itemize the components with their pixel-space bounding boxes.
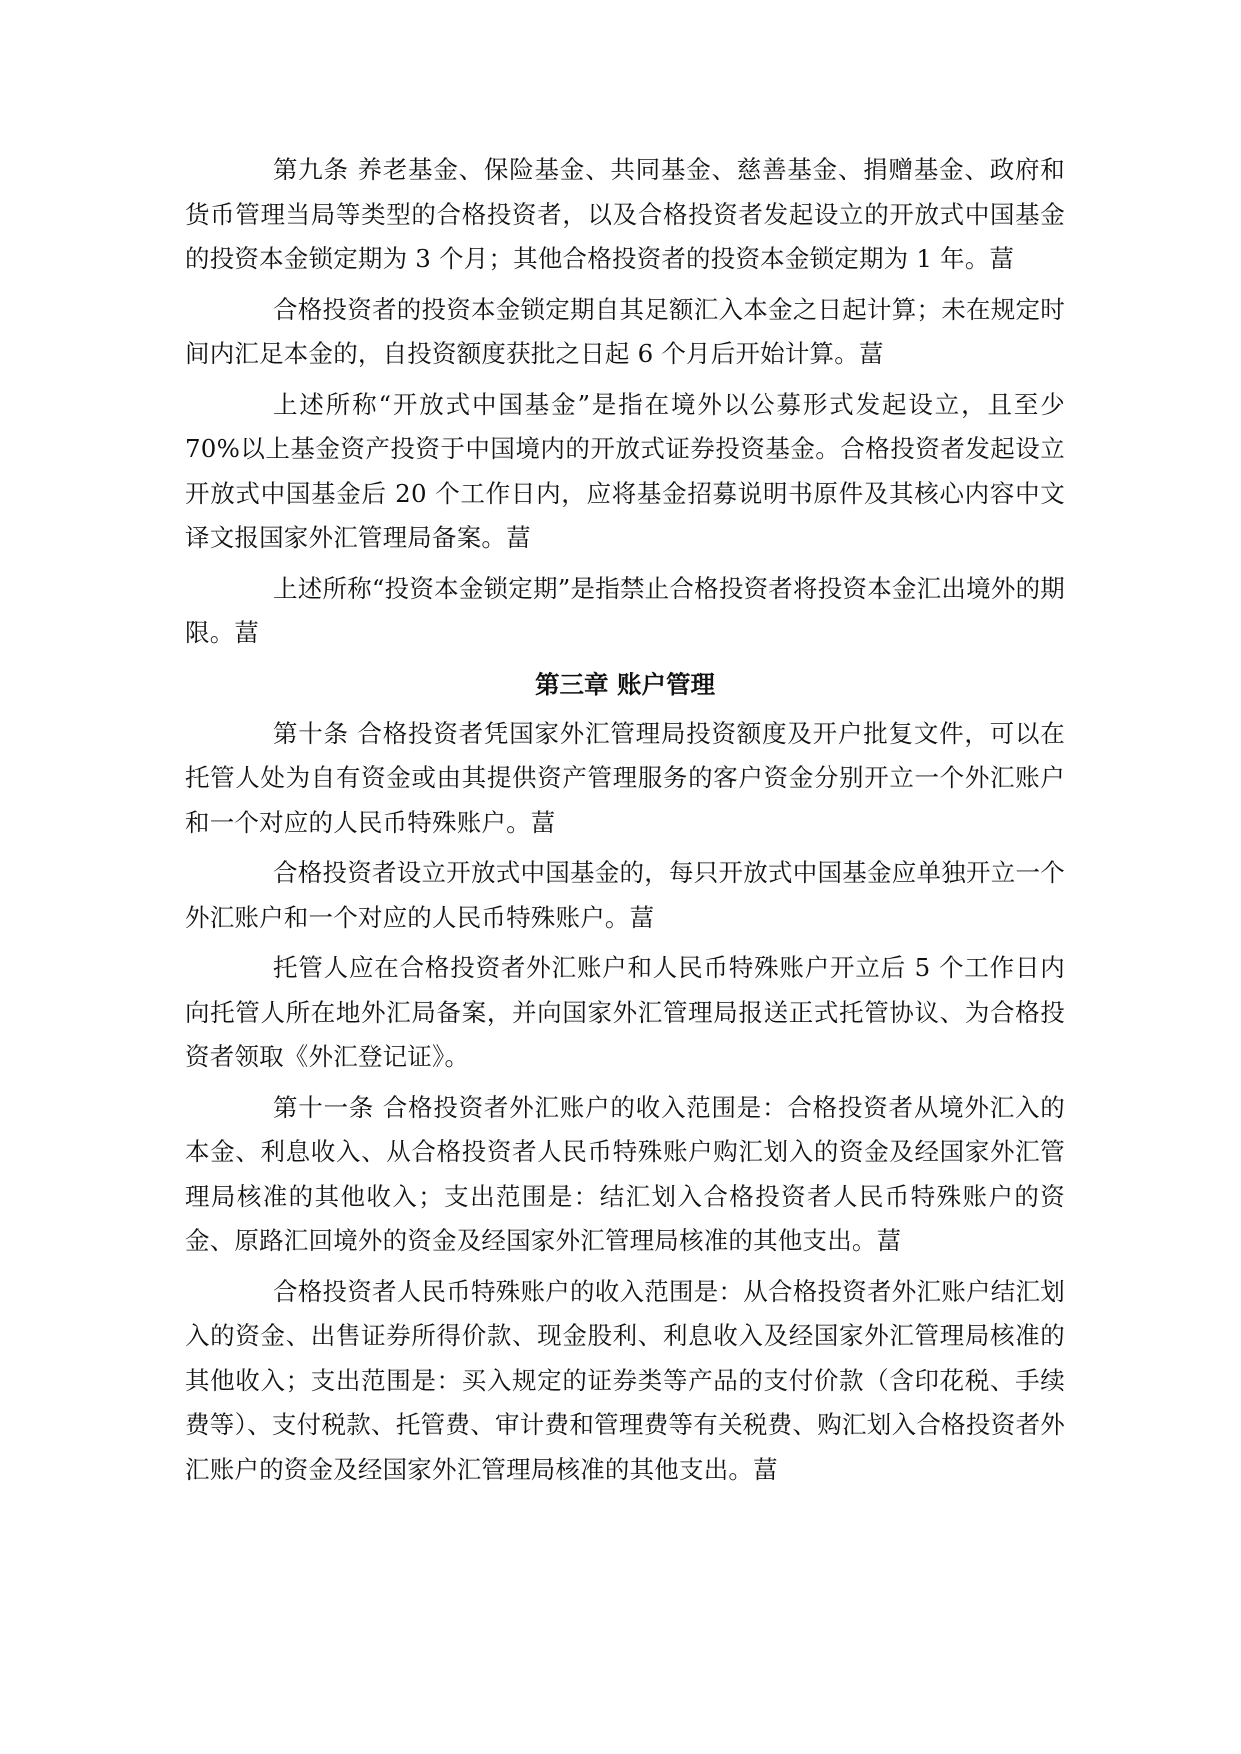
paragraph-lock-period-definition: 上述所称“投资本金锁定期”是指禁止合格投资者将投资本金汇出境外的期限。葍: [185, 573, 1065, 647]
paragraph-open-china-fund-definition: 上述所称“开放式中国基金”是指在境外以公募形式发起设立，且至少 70%以上基金资产投资于中国境内的开放式证券投资基金。合格投资者发起设立开放式中国基金后 20 个工作日内，应将基金招募说明书原件及其核心内容中文译文报国家外汇管理局备案。葍: [185, 389, 1065, 552]
paragraph-article-10: 第十条 合格投资者凭国家外汇管理局投资额度及开户批复文件，可以在托管人处为自有资金或由其提供资产管理服务的客户资金分别开立一个外汇账户和一个对应的人民币特殊账户。葍: [185, 718, 1065, 837]
paragraph-fund-accounts: 合格投资者设立开放式中国基金的，每只开放式中国基金应单独开立一个外汇账户和一个对应的人民币特殊账户。葍: [185, 858, 1065, 932]
paragraph-article-11: 第十一条 合格投资者外汇账户的收入范围是：合格投资者从境外汇入的本金、利息收入、从合格投资者人民币特殊账户购汇划入的资金及经国家外汇管理局核准的其他收入；支出范围是：结汇划入合格投资者人民币特殊账户的资金、原路汇回境外的资金及经国家外汇管理局核准的其他支出。葍: [185, 1092, 1065, 1255]
paragraph-rmb-account-scope: 合格投资者人民币特殊账户的收入范围是：从合格投资者外汇账户结汇划入的资金、出售证券所得价款、现金股利、利息收入及经国家外汇管理局核准的其他收入；支出范围是：买入规定的证券类等产品的支付价款（含印花税、手续费等）、支付税款、托管费、审计费和管理费等有关税费、购汇划入合格投资者外汇账户的资金及经国家外汇管理局核准的其他支出。葍: [185, 1276, 1065, 1484]
paragraph-article-9: 第九条 养老基金、保险基金、共同基金、慈善基金、捐赠基金、政府和货币管理当局等类型的合格投资者，以及合格投资者发起设立的开放式中国基金的投资本金锁定期为 3 个月；其他合格投资者的投资本金锁定期为 1 年。葍: [185, 155, 1065, 273]
paragraph-lock-period-calculation: 合格投资者的投资本金锁定期自其足额汇入本金之日起计算；未在规定时间内汇足本金的，自投资额度获批之日起 6 个月后开始计算。葍: [185, 294, 1065, 368]
paragraph-custodian-filing: 托管人应在合格投资者外汇账户和人民币特殊账户开立后 5 个工作日内向托管人所在地外汇局备案，并向国家外汇管理局报送正式托管协议、为合格投资者领取《外汇登记证》。: [185, 953, 1065, 1071]
document-page: [185, 148, 1065, 1498]
chapter-title: 第三章 账户管理: [534, 669, 716, 699]
